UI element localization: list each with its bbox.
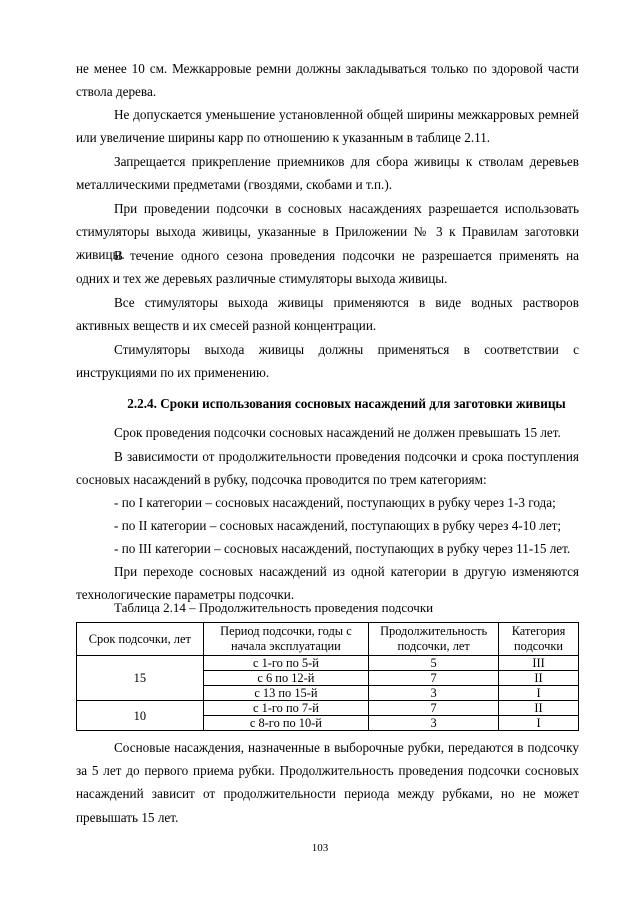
header-term: Срок подсочки, лет [77, 623, 204, 656]
list-item: - по III категории – сосновых насаждений, поступающих в рубку через 11-15 лет. [114, 541, 571, 556]
paragraph: В течение одного сезона проведения подсочки не разрешается применять на одних и тех же деревьях различные стимуляторы выхода живицы. [76, 248, 579, 287]
paragraph: Стимуляторы выхода живицы должны применяться в соответствии с инструкциями по их применению. [76, 342, 579, 381]
period-cell: с 1-го по 7-й [203, 701, 369, 716]
period-cell: с 8-го по 10-й [203, 716, 369, 731]
paragraph: Все стимуляторы выхода живицы применяются в виде водных растворов активных веществ и их смесей разной концентрации. [76, 295, 579, 334]
header-category: Категория подсочки [499, 623, 579, 656]
duration-table [76, 622, 579, 731]
paragraph: не менее 10 см. Межкарровые ремни должны закладываться только по здоровой части ствола дерева. [76, 61, 579, 100]
category-cell: III [499, 656, 579, 671]
category-cell: I [499, 686, 579, 701]
paragraph: Сосновые насаждения, назначенные в выборочные рубки, передаются в подсочку за 5 лет до первого приема рубки. Продолжительность проведения подсочки сосновых насаждений зависит от продолжительности периода между рубками, но не может превышать 15 лет. [76, 740, 579, 825]
header-period: Период подсочки, годы с начала эксплуатации [203, 623, 369, 656]
table-header-row [77, 623, 579, 656]
table-caption: Таблица 2.14 – Продолжительность проведения подсочки [114, 600, 434, 615]
term-cell: 10 [77, 701, 204, 731]
paragraph: Срок проведения подсочки сосновых насаждений не должен превышать 15 лет. [114, 425, 561, 440]
header-duration: Продолжительность подсочки, лет [369, 623, 499, 656]
duration-cell: 7 [369, 671, 499, 686]
table-row [77, 656, 579, 671]
category-cell: II [499, 701, 579, 716]
section-heading: 2.2.4. Сроки использования сосновых насаждений для заготовки живицы [127, 396, 566, 411]
paragraph: При проведении подсочки в сосновых насаждениях разрешается использовать стимуляторы выхода живицы, указанные в Приложении № 3 к Правилам заготовки живицы. [76, 201, 579, 263]
period-cell: с 6 по 12-й [203, 671, 369, 686]
period-cell: с 13 по 15-й [203, 686, 369, 701]
list-item: - по II категории – сосновых насаждений, поступающих в рубку через 4-10 лет; [114, 518, 562, 533]
page-number: 103 [311, 842, 329, 854]
table-row [77, 701, 579, 716]
category-cell: I [499, 716, 579, 731]
paragraph: В зависимости от продолжительности проведения подсочки и срока поступления сосновых насаждений в рубку, подсочка проводится по трем категориям: [76, 449, 579, 488]
duration-cell: 5 [369, 656, 499, 671]
duration-cell: 3 [369, 686, 499, 701]
term-cell: 15 [77, 656, 204, 701]
period-cell: с 1-го по 5-й [203, 656, 369, 671]
paragraph: Не допускается уменьшение установленной общей ширины межкарровых ремней или увеличение ширины карр по отношению к указанным в таблице 2.11. [76, 107, 579, 146]
category-cell: II [499, 671, 579, 686]
duration-cell: 3 [369, 716, 499, 731]
list-item: - по I категории – сосновых насаждений, поступающих в рубку через 1-3 года; [114, 495, 556, 510]
paragraph: Запрещается прикрепление приемников для сбора живицы к стволам деревьев металлическими предметами (гвоздями, скобами и т.п.). [76, 154, 579, 193]
paragraph: При переходе сосновых насаждений из одной категории в другую изменяются технологические параметры подсочки. [76, 564, 579, 603]
duration-cell: 7 [369, 701, 499, 716]
